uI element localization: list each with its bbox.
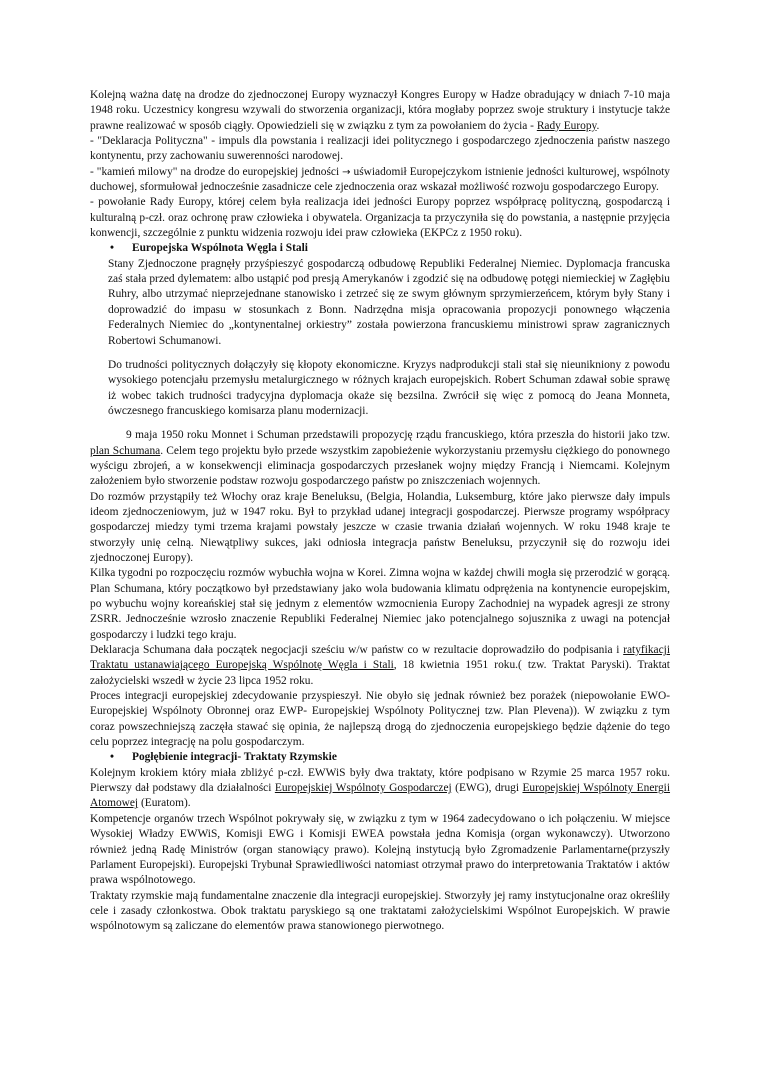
paragraph-rome-treaties — [90, 766, 670, 812]
paragraph-fundamental-significance: Traktaty rzymskie mają fundamentalne znaczenie dla integracji europejskiej. Stworzyły jej ramy instytucjonalne oraz określiły cele i zasady członkostwa. Obok traktatu paryskiego są one traktatami założycielskimi Wspólnot Europejskich. W prawie wspólnotowym są zaliczane do elementów prawa stanowionego pierwotnego. — [90, 889, 670, 933]
paragraph-text: - "kamień milowy" na drodze do europejskiej jedności — [90, 165, 343, 178]
paragraph-text: (Euratom). — [138, 797, 191, 810]
paragraph-schuman-plan — [90, 428, 670, 489]
paragraph-end: . — [596, 119, 600, 132]
paragraph-text: , 18 kwietnia 1951 roku.( tzw. Traktat Paryski). Traktat założycielski wszedł w życie 23 lipca 1952 roku. — [90, 659, 670, 687]
paragraph-treaty-of-paris — [90, 643, 670, 689]
link-rady-europy[interactable]: Rady Europy — [536, 119, 597, 132]
paragraph-integration-process: Proces integracji europejskiej zdecydowanie przyspieszył. Nie obyło się jednak również bez porażek (niepowołanie EWO- Europejskiej Wspólnoty Obronnej oraz EWP- Europejskiej Wspólnoty Politycznej tzw. Plan Plevena)). W związku z tym coraz powszechniejszą zaczęła stawać się opinia, że najlepszą drogą do zjednoczenia europejskiego będzie dążenie do tego celu poprzez integrację na polu gospodarczym. — [90, 690, 670, 749]
paragraph-economic-problems: Do trudności politycznych dołączyły się kłopoty ekonomiczne. Kryzys nadprodukcji stali stał się nieunikniony z powodu wysokiego potencjału przemysłu metalurgicznego w różnych krajach europejskich. Robert Schuman zdawał sobie sprawę iż wobec takich trudności tradycyjna dyplomacja okaże się bezsilna. Zwrócił się więc z pomocą do Jeana Monneta, ówczesnego francuskiego komisarza planu modernizacji. — [108, 358, 670, 417]
paragraph-merger: Kompetencje organów trzech Wspólnot pokrywały się, w związku z tym w 1964 zadecydowano o ich połączeniu. W miejsce Wysokiej Władzy EWWiS, Komisji EWG i Komisji EWEA powstała jedna Komisja (organ wykonawczy). Utworzono również jedną Radę Ministrów (organ stanowiący prawo). Kolejną instytucją było Zgromadzenie Parlamentarne(przyszły Parlament Europejski). Europejski Trybunał Sprawiedliwości natomiast otrzymał prawo do interpretowania Traktatów i aktów prawa wspólnotowego. — [90, 812, 670, 887]
heading-text: Pogłębienie integracji- Traktaty Rzymskie — [132, 751, 337, 764]
paragraph-milestone — [90, 165, 670, 196]
paragraph-text: uświadomił Europejczykom istnienie jedności kulturowej, wspólnoty duchowej, sformułował jednocześnie zasadnicze cele zjednoczenia oraz wskazał możliwość rozwoju gospodarczego Europy. — [90, 165, 671, 194]
bullet-icon: • — [110, 751, 114, 764]
bullet-icon: • — [110, 242, 114, 255]
paragraph-text: 9 maja 1950 roku Monnet i Schuman przedstawili propozycję rządu francuskiego, która przeszła do historii jako tzw. — [126, 429, 670, 442]
paragraph-korean-war: Kilka tygodni po rozpoczęciu rozmów wybuchła wojna w Korei. Zimna wojna w każdej chwili mogła się przerodzić w gorącą. Plan Schumana, który początkowo był przedstawiany jako wola budowania klimatu odprężenia na kontynencie europejskim, po wybuchu wojny koreańskiej stał się jednym z elementów wzmocnienia Europy Zachodniej na wypadek agresji ze strony ZSRR. Jednocześnie wzrosło znaczenie Republiki Federalnej Niemiec jako potencjalnego sojusznika z uwagi na potencjał gospodarczy i ludzki tego kraju. — [90, 567, 670, 641]
document-page — [90, 88, 670, 935]
paragraph-text: (EWG), drugi — [451, 782, 523, 795]
paragraph-hague-congress — [90, 88, 670, 134]
paragraph-text: . Celem tego projektu było przede wszystkim zapobieżenie wykorzystaniu przemysłu ciężkiego do ponownego wyścigu zbrojeń, a w konsekwencji eliminacja gospodarczych przesłanek wojny między Francją i Niemcami. Kolejnym założeniem było stworzenie podstaw rozwoju gospodarczego państw po zniszczeniach wojennych. — [90, 444, 670, 488]
paragraph-text: Deklaracja Schumana dała początek negocjacji sześciu w/w państw co w rezultacie doprowadziło do podpisania i — [90, 644, 624, 657]
heading-ecsc — [90, 241, 670, 256]
heading-text: Europejska Wspólnota Węgla i Stali — [132, 242, 308, 255]
paragraph-usa-germany: Stany Zjednoczone pragnęły przyśpieszyć gospodarczą odbudowę Republiki Federalnej Niemiec. Dyplomacja francuska zaś stała przed dylematem: albo ustąpić pod presją Amerykanów i zgodzić się na odbudowę potęgi niemieckiej w Zagłębiu Ruhry, albo utrzymać nieprzejednane stanowisko i zetrzeć się ze swym głównym sprzymierzeńcem, którym były Stany i doprowadzić do impasu w stosunkach z Bonn. Nadrzędna misja opracowania propozycji ponownego włączenia Federalnych Niemiec do „kontynentalnej orkiestry” została powierzona francuskiemu ministrowi spraw zagranicznych Robertowi Schumanowi. — [108, 257, 670, 347]
link-plan-schumana[interactable]: plan Schumana — [90, 444, 161, 457]
link-ewg[interactable]: Europejskiej Wspólnoty Gospodarczej — [274, 782, 452, 795]
paragraph-text: Kolejnym krokiem który miała zbliżyć p-czł. EWWiS były dwa traktaty, które podpisano w Rzymie 25 marca 1957 roku. Pierwszy dał podstawy dla działalności — [90, 766, 670, 795]
paragraph-text: Kolejną ważna datę na drodze do zjednoczonej Europy wyznaczył Kongres Europy w Hadze obradujący w dniach 7-10 maja 1948 roku. Uczestnicy kongresu wzywali do stworzenia organizacji, która mogłaby poprzez swoje struktury i instytucje także prawne realizować w sposób ciągły. Opowiedzieli się w związku z tym za powołaniem do życia - — [90, 89, 670, 132]
link-ecsc-treaty[interactable]: ratyfikacji Traktatu ustanawiającego Europejską Wspólnotę Węgla i Stali — [90, 644, 670, 672]
arrow-right-icon: → — [342, 166, 351, 178]
paragraph-benelux: Do rozmów przystąpiły też Włochy oraz kraje Beneluksu, (Belgia, Holandia, Luksemburg, które jako pierwsze dały impuls ideom zjednoczeniowym, już w 1947 roku. Był to przykład udanej integracji gospodarczej. Pierwsze programy współpracy gospodarczej miedzy tymi trzema krajami powstały jeszcze w czasie trwania działań wojennych. W roku 1948 kraje te stworzyły unię celną. Niewątpliwy sukces, jaki odniosła integracja państw Beneluksu, przyczynił się do rozwoju idei zjednoczonej Europy). — [90, 490, 670, 564]
heading-treaties-of-rome — [90, 750, 670, 765]
paragraph-political-declaration: - "Deklaracja Polityczna" - impuls dla powstania i realizacji idei politycznego i gospodarczego zjednoczenia państw naszego kontynentu, przy zachowaniu suwerenności narodowej. — [90, 135, 670, 163]
link-euratom[interactable]: Europejskiej Wspólnoty Energii Atomowej — [90, 782, 671, 810]
paragraph-council-of-europe: - powołanie Rady Europy, której celem była realizacja idei jedności Europy poprzez współpracę polityczną, gospodarczą i kulturalną p-czł. oraz ochronę praw człowieka i obywatela. Organizacja ta przyczyniła się do powstania, a następnie przyjęcia konwencji, szczególnie z punktu widzenia rozwoju idei praw człowieka (EKPCz z 1950 roku). — [90, 196, 670, 240]
